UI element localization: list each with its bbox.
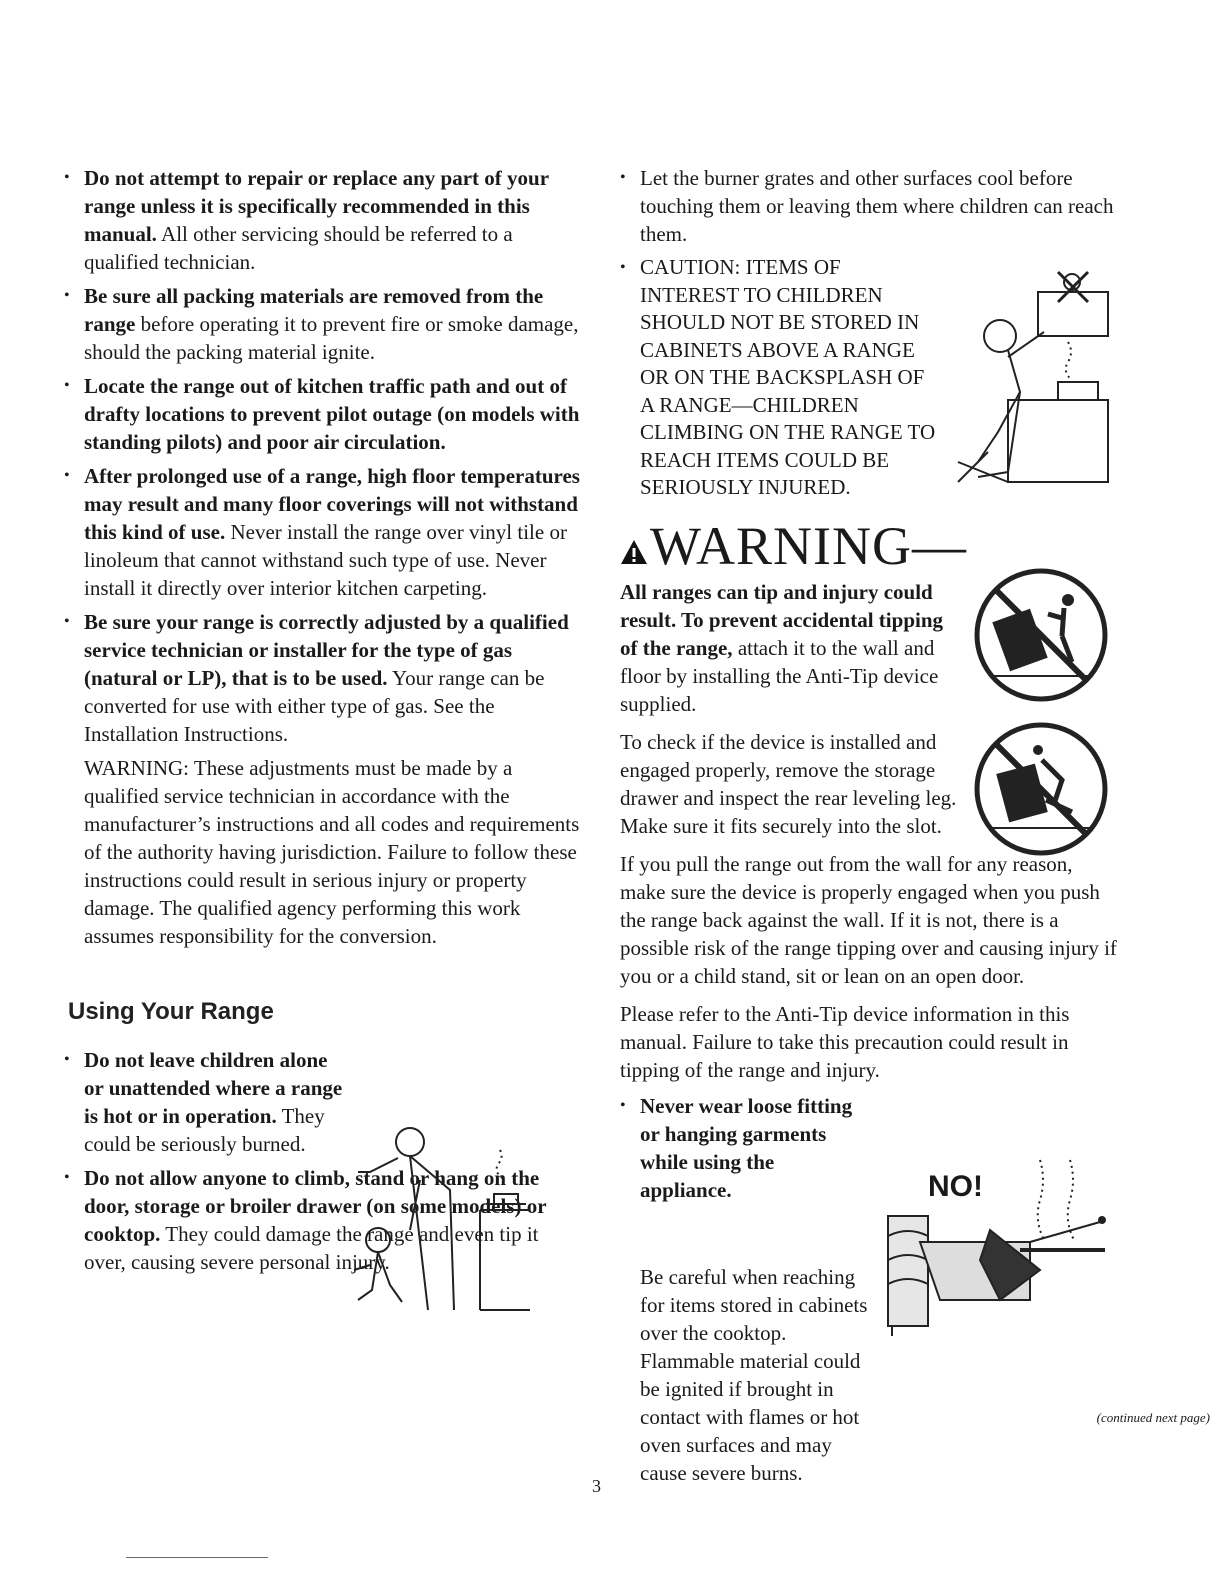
no-label: NO! [928, 1170, 983, 1203]
adult-child-range-illustration [350, 1120, 540, 1316]
refer-anti-tip-text: Please refer to the Anti-Tip device information in this manual. Failure to take this precaution could result in tipping of the range and injury. [620, 1001, 1070, 1082]
hanging-garment-illustration [880, 1150, 1110, 1340]
caution-text: • CAUTION: ITEMS OF INTEREST TO CHILDREN SHOULD NOT BE STORED IN CABINETS ABOVE A RANGE OR ON THE BACKSPLASH OF A RANGE—CHILDREN CLIMBING ON THE RANGE TO REACH ITEMS COULD BE SERIOUSLY INJURED. [640, 255, 936, 499]
child-climbing-illustration [948, 262, 1116, 492]
left-column [64, 164, 584, 1282]
section-heading: Using Your Range [68, 998, 274, 1025]
footer-rule [126, 1557, 268, 1558]
warning-heading: WARNING— [620, 518, 1120, 574]
warning-triangle-icon [620, 538, 648, 566]
no-lean-icon [972, 720, 1110, 858]
list-item: • Be sure your range is correctly adjusted by a qualified service technician or installer for the type of gas (natural or LP), that is to be used. Your range can be converted for use with either type of gas. See the Installation Instructions. [64, 608, 584, 748]
safety-list [64, 164, 584, 748]
check-device-text: To check if the device is installed and engaged properly, remove the storage drawer and inspect the rear leveling leg. Make sure it fits securely into the slot. [620, 729, 957, 838]
continued-note: (continued next page) [1096, 1410, 1210, 1425]
list-item: • Do not attempt to repair or replace any part of your range unless it is specifically recommended in this manual. All other servicing should be referred to a qualified technician. [64, 164, 584, 276]
list-item: • Do not leave children alone or unattended where a range is hot or in operation. They could be seriously burned. [64, 1046, 344, 1158]
tip-warning-text: All ranges can tip and injury could result. To prevent accidental tipping of the range, attach it to the wall and floor by installing the Anti-Tip device supplied. [620, 579, 944, 716]
list-item: • Do not allow anyone to climb, stand or hang on the door, storage or broiler drawer (on some models) or cooktop. They could damage the range and even tip it over, causing severe personal injury. [64, 1164, 584, 1276]
list-item: • Locate the range out of kitchen traffic path and out of drafty locations to prevent pilot outage (on models with standing pilots) and poor air circulation. [64, 372, 584, 456]
list-item: • Never wear loose fitting or hanging garments while using the appliance. [620, 1092, 1120, 1204]
page-number: 3 [592, 1476, 601, 1496]
list-item: • Be sure all packing materials are removed from the range before operating it to prevent fire or smoke damage, should the packing material ignite. [64, 282, 584, 366]
list-item: • After prolonged use of a range, high floor temperatures may result and many floor coverings will not withstand this kind of use. Never install the range over vinyl tile or linoleum that cannot withstand such type of use. Never install it directly over interior kitchen carpeting. [64, 462, 584, 602]
garments-careful-text: Be careful when reaching for items stored in cabinets over the cooktop. Flammable material could be ignited if brought in contact with flames or hot oven surfaces and may cause severe burns. [640, 1265, 868, 1485]
no-tip-icon [972, 566, 1110, 704]
gas-conversion-warning: WARNING: These adjustments must be made by a qualified service technician in accordance with the manufacturer’s instructions and all codes and requirements of the authority having jurisdiction. Failure to follow these instructions could result in serious injury or property damage. The qualified agency performing this work assumes responsibility for the conversion. [84, 756, 580, 948]
list-item: • Let the burner grates and other surfaces cool before touching them or leaving them where children can reach them. [620, 164, 1120, 248]
pull-range-text: If you pull the range out from the wall for any reason, make sure the device is properly engaged when you push the range back against the wall. If it is not, there is a possible risk of the range tipping over and causing injury if you or a child stand, sit or lean on an open door. [620, 851, 1117, 988]
